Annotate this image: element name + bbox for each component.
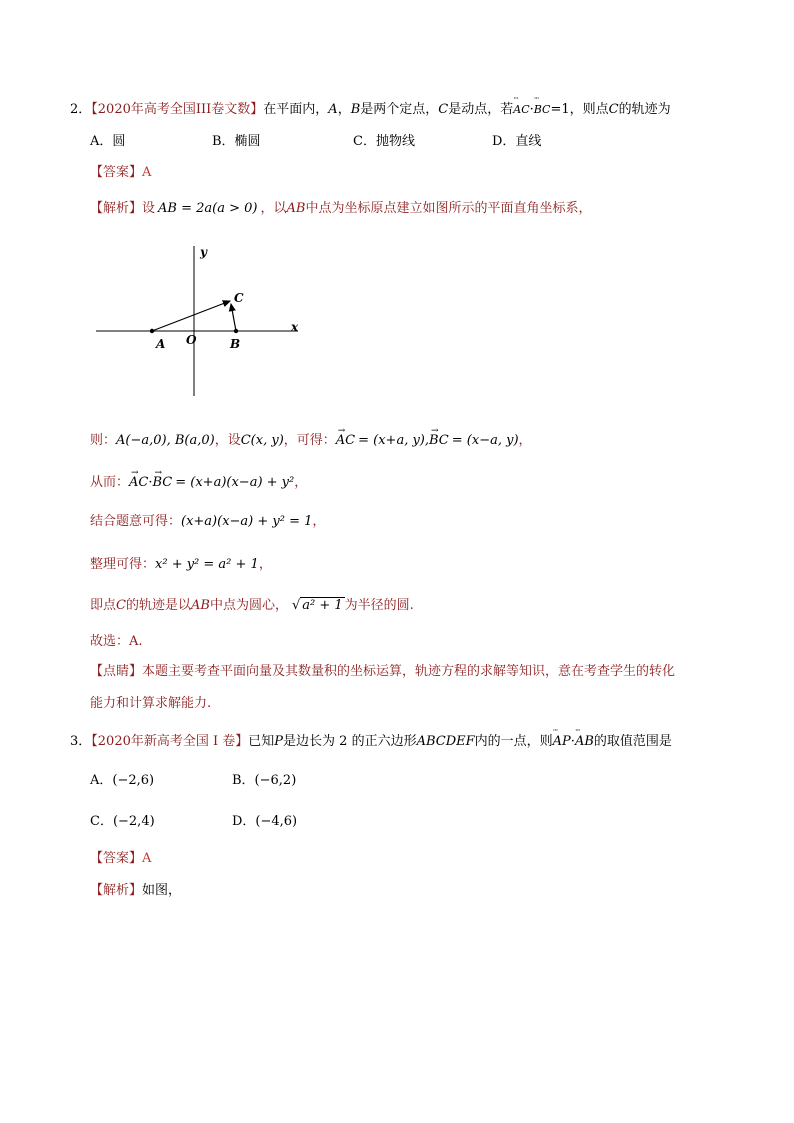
point-a-label: A: [156, 337, 166, 351]
q3-stem-text2: 是边长为 2 的正六边形: [283, 734, 417, 749]
step1-bc-value: = (x−a, y): [451, 433, 519, 448]
q3-stem: [70, 733, 672, 751]
q3-stem-text3: 内的一点，则: [474, 734, 553, 749]
q2-stem-text5: 的轨迹为: [618, 102, 671, 117]
q2-source: 【2020年高考全国III卷文数】: [91, 102, 264, 117]
q3-answer: [90, 850, 151, 868]
q2-step1: [90, 432, 532, 450]
q2-stem-text2: 是两个定点，: [360, 102, 439, 117]
q2-analysis-text2: ，以: [260, 201, 287, 216]
step5-sqrt: √ a² + 1: [291, 598, 343, 613]
step3-expression: (x+a)(x−a) + y² = 1: [181, 514, 313, 529]
q2-comment-line2: 能力和计算求解能力.: [90, 696, 212, 711]
step5-text: 即点: [90, 598, 117, 613]
q3-analysis-label: 【解析】: [90, 883, 143, 898]
q2-vector-ac: ··· AC: [513, 101, 529, 119]
step2-expression: = (x+a)(x−a) + y²: [175, 475, 295, 490]
step1-vec-bc: → BC: [429, 432, 449, 450]
q2-vector-bc: ··· BC: [534, 101, 551, 119]
q3-option-a: A．(−2,6): [90, 773, 155, 788]
point-a: [150, 329, 154, 333]
q2-option-a: A．圆: [90, 134, 126, 149]
q3-hexagon: ABCDEF: [416, 734, 475, 749]
q3-point-p: P: [274, 734, 284, 749]
step4-comma: ，: [258, 557, 272, 572]
point-b-label: B: [230, 337, 241, 351]
q2-conclusion: 故选：A.: [90, 634, 143, 649]
coordinate-figure: [90, 238, 310, 398]
q2-analysis-text3: 中点为坐标原点建立如图所示的平面直角坐标系，: [305, 201, 592, 216]
step2-label: 从而：: [90, 475, 130, 490]
q2-dot: ·: [529, 102, 534, 117]
q2-point-c2: C: [608, 102, 619, 117]
step1-comma: ，: [518, 433, 532, 448]
step2-comma: ，: [294, 475, 308, 490]
q2-stem-comma: ，: [337, 102, 351, 117]
step5-text2: 的轨迹是以: [125, 598, 191, 613]
q3-option-b: B．(−6,2): [232, 773, 297, 788]
step3-comma: ，: [312, 514, 326, 529]
step3-label: 结合题意可得：: [90, 514, 182, 529]
step4-label: 整理可得：: [90, 557, 156, 572]
step2-vec-bc: → BC: [153, 474, 173, 492]
q2-point-a: A: [328, 102, 338, 117]
x-axis-label: x: [291, 320, 299, 334]
step1-point-c: C(x, y): [240, 433, 284, 448]
q2-stem-text4: =1，则点: [550, 102, 609, 117]
q2-answer-value: A: [142, 165, 152, 180]
step1-points: A(−a,0), B(a,0): [116, 433, 215, 448]
step5-point-c: C: [116, 598, 126, 613]
point-c-label: C: [234, 291, 244, 305]
q2-answer: [90, 164, 151, 182]
step1-text2: ，可得：: [283, 433, 336, 448]
q2-comment: [90, 663, 675, 681]
step4-expression: x² + y² = a² + 1: [155, 557, 259, 572]
q2-analysis-text: 设: [142, 201, 156, 216]
q2-comment-label: 【点睛】: [90, 664, 143, 679]
step2-dot: ·: [148, 475, 153, 490]
vector-bc: [231, 304, 236, 331]
q3-analysis: [90, 882, 181, 900]
q2-analysis-intro: [90, 200, 591, 218]
q2-stem: [70, 101, 671, 119]
q3-option-c: C．(−2,4): [90, 814, 155, 829]
q3-vector-ap: ··· AP: [553, 733, 571, 751]
q3-analysis-text: 如图，: [142, 883, 182, 898]
q3-dot: ·: [570, 734, 575, 749]
step1-label: 则：: [90, 433, 117, 448]
q3-source: 【2020年新高考全国 I 卷】: [91, 734, 249, 749]
step5-ab: AB: [190, 598, 210, 613]
q2-option-d: D．直线: [492, 134, 542, 149]
y-axis-label: y: [200, 245, 207, 259]
origin-label: O: [186, 333, 197, 347]
q3-answer-value: A: [142, 851, 152, 866]
q2-number: 2．: [70, 102, 92, 117]
step1-ac-value: = (x+a, y),: [358, 433, 430, 448]
q2-step5: [90, 597, 414, 615]
q3-stem-text4: 的取值范围是: [593, 734, 672, 749]
q2-point-b: B: [350, 102, 361, 117]
q2-step3: [90, 513, 325, 531]
q2-step4: [90, 556, 272, 574]
q3-option-d: D．(−4,6): [232, 814, 298, 829]
q3-stem-text: 已知: [248, 734, 275, 749]
vector-ac: [152, 301, 230, 331]
step1-vec-ac: → AC: [336, 432, 355, 450]
step5-radicand: a² + 1: [302, 598, 343, 613]
q2-answer-label: 【答案】: [90, 165, 143, 180]
step1-text: ，设: [214, 433, 241, 448]
step5-text4: 为半径的圆.: [344, 598, 414, 613]
step2-vec-ac: → AC: [129, 474, 148, 492]
point-b: [234, 329, 238, 333]
q2-analysis-label: 【解析】: [90, 201, 143, 216]
q2-comment-text1: 本题主要考查平面向量及其数量积的坐标运算，轨迹方程的求解等知识，意在考查学生的转化: [142, 664, 676, 679]
q2-analysis-math: AB = 2a(a > 0): [158, 201, 258, 216]
step5-text3: 中点为圆心，: [209, 598, 288, 613]
q2-point-c: C: [438, 102, 449, 117]
q3-answer-label: 【答案】: [90, 851, 143, 866]
q2-analysis-ab: AB: [286, 201, 306, 216]
q2-step2: [90, 474, 307, 492]
q2-stem-text3: 是动点，若: [448, 102, 514, 117]
q3-number: 3．: [70, 734, 92, 749]
q2-option-c: C．抛物线: [353, 134, 415, 149]
q2-stem-text: 在平面内，: [263, 102, 329, 117]
q2-option-b: B．椭圆: [212, 134, 261, 149]
q3-vector-ab: ··· AB: [575, 733, 594, 751]
